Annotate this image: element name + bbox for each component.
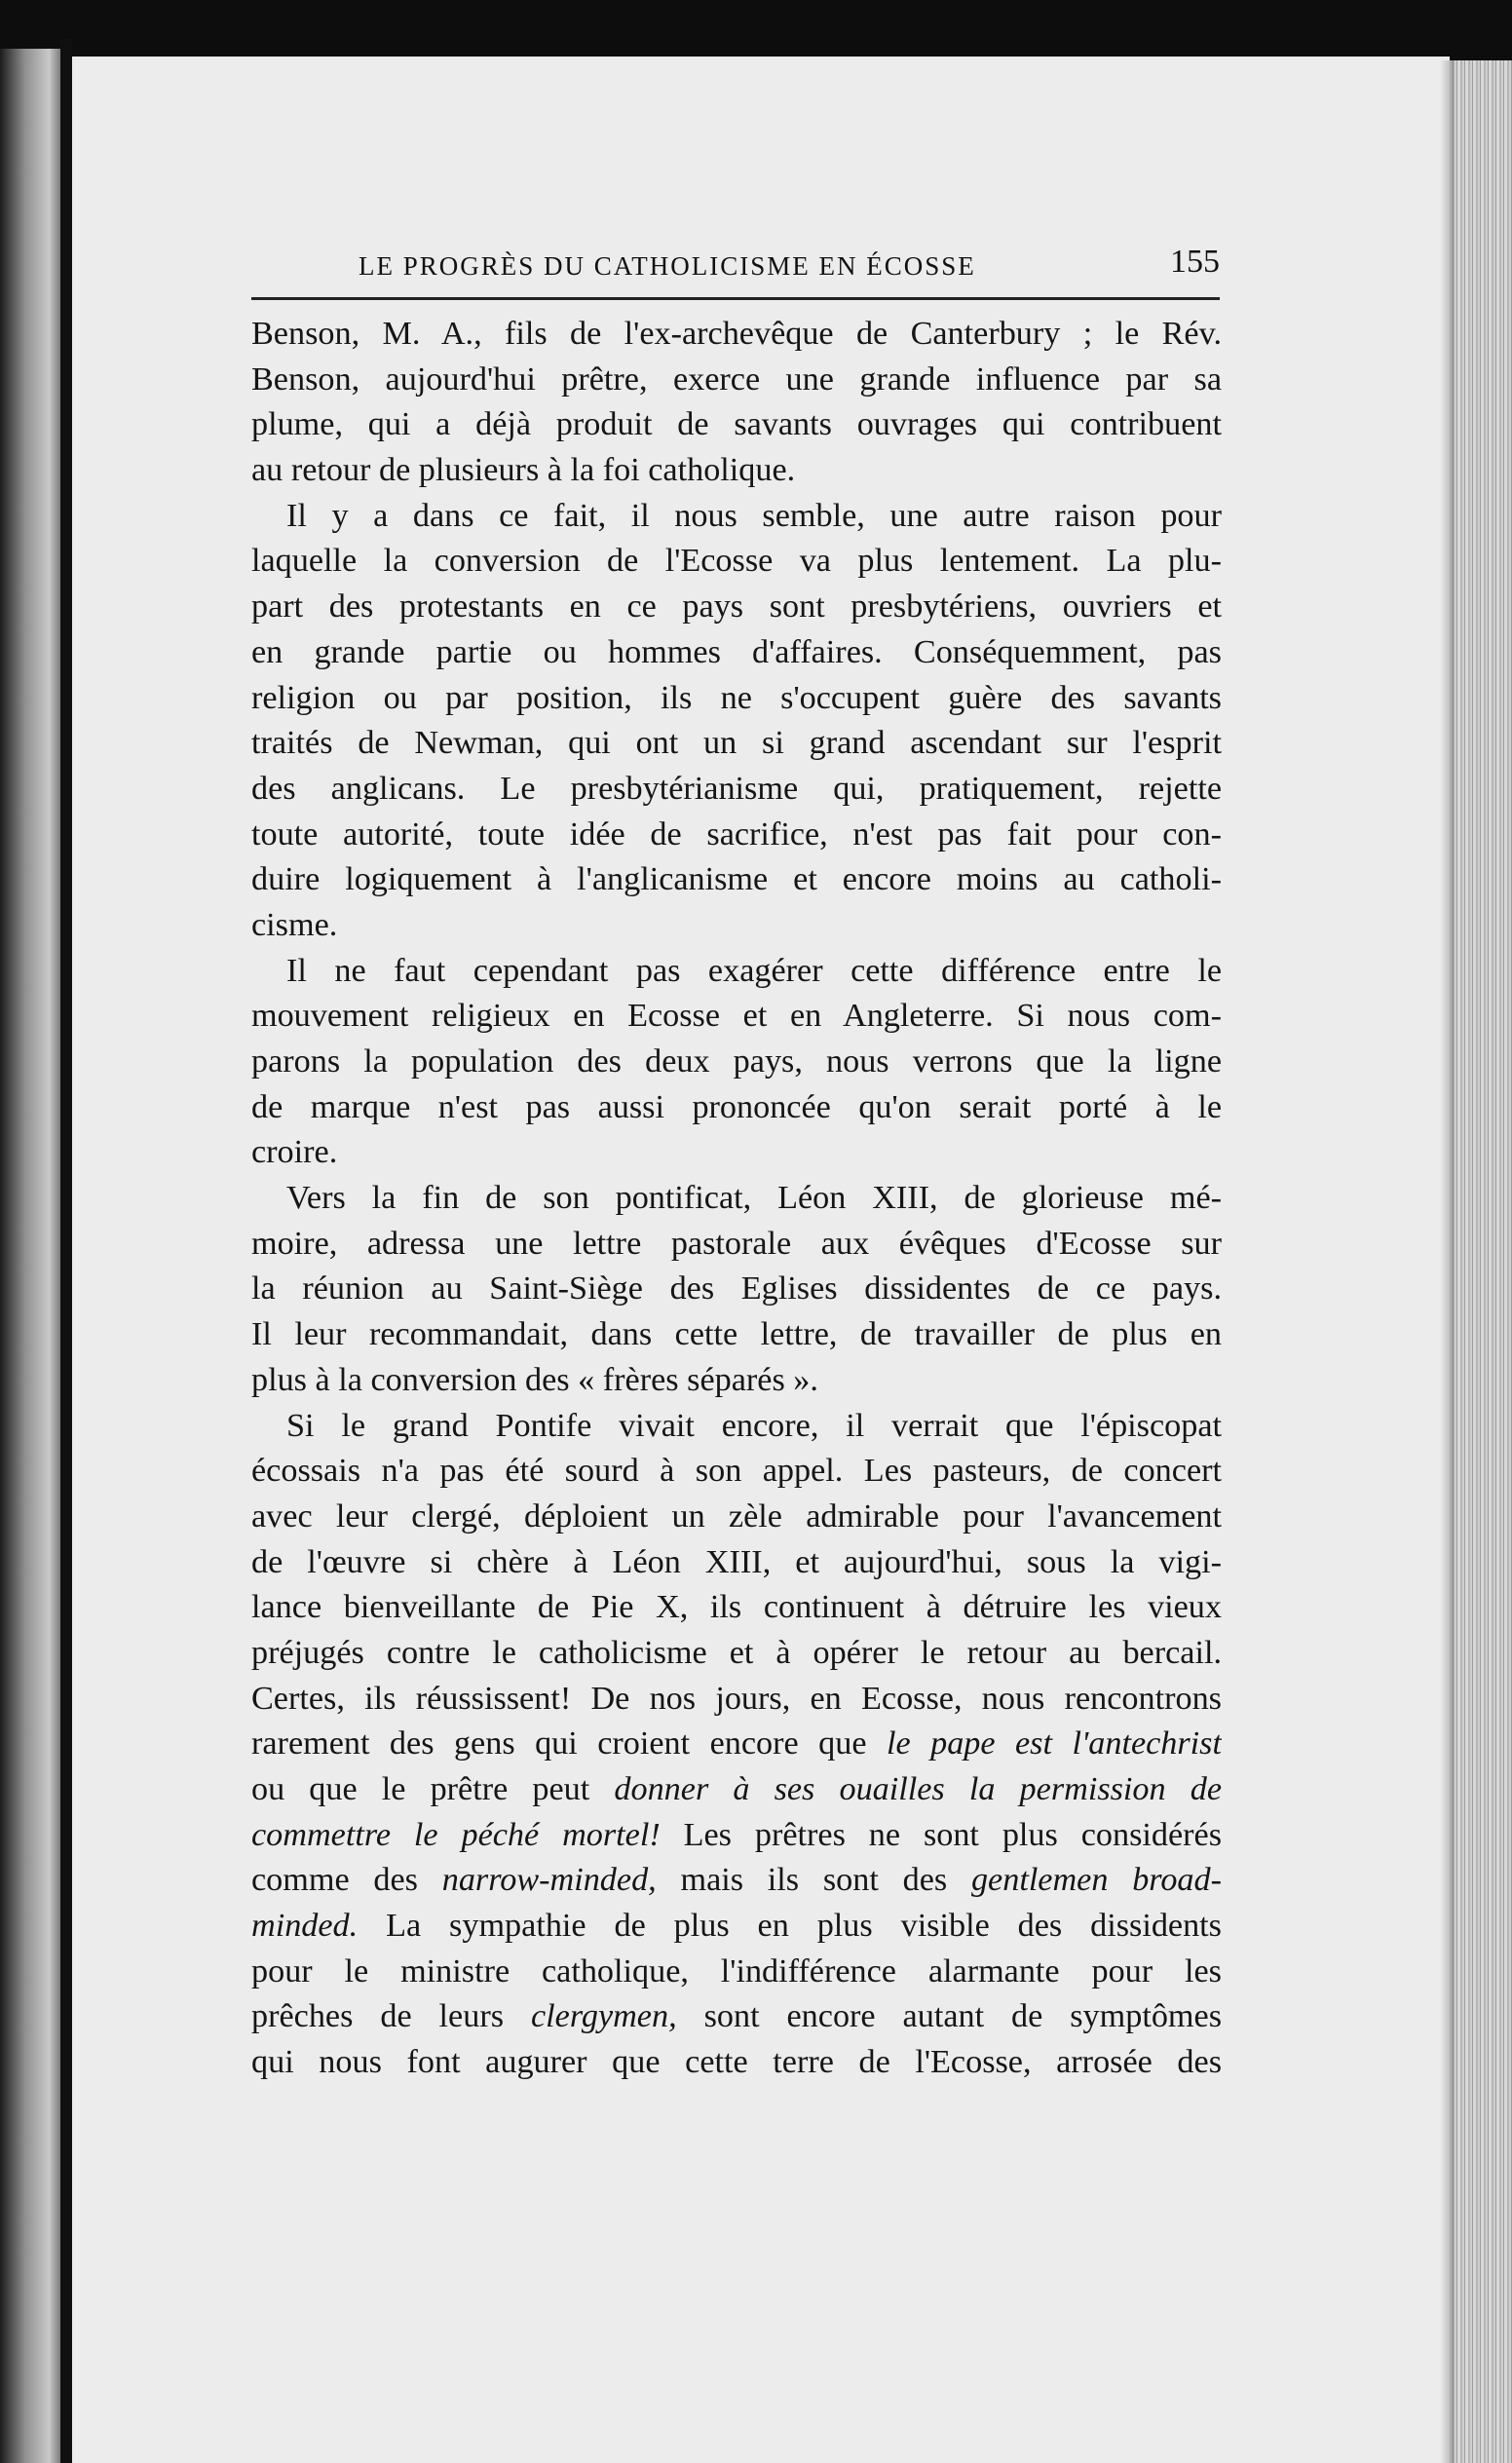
italic-run: le pape est l'antechrist xyxy=(886,1725,1222,1762)
text-line xyxy=(251,1994,1222,2040)
header-rule xyxy=(251,297,1220,300)
text-run: mais ils sont des xyxy=(656,1862,971,1899)
text-run: prêches de leurs xyxy=(251,1998,531,2035)
text-line: lance bienveillante de Pie X, ils continuent à détruire les vieux xyxy=(251,1589,1222,1626)
text-line: religion ou par position, ils ne s'occupent guère des savants xyxy=(251,679,1222,716)
text-run: rarement des gens qui croient encore que xyxy=(251,1725,887,1762)
text-line: Il y a dans ce fait, il nous semble, une autre raison pour xyxy=(286,497,1222,534)
text-line: plume, qui a déjà produit de savants ouvrages qui contribuent xyxy=(251,406,1222,443)
italic-run: donner à ses ouailles la permission de xyxy=(614,1771,1222,1807)
text-line xyxy=(251,1858,1222,1904)
text-line xyxy=(251,1767,1222,1813)
text-line xyxy=(251,1813,1222,1859)
text-line xyxy=(251,1722,1222,1767)
text-line: écossais n'a pas été sourd à son appel. Les pasteurs, de concert xyxy=(251,1453,1222,1490)
text-line xyxy=(251,1904,1222,1950)
text-line: qui nous font augurer que cette terre de l'Ecosse, arrosée des xyxy=(251,2044,1222,2081)
text-line: duire logiquement à l'anglicanisme et encore moins au catholi- xyxy=(251,861,1222,898)
paragraph xyxy=(251,494,1222,949)
text-line: laquelle la conversion de l'Ecosse va plus lentement. La plu- xyxy=(251,543,1222,580)
text-line: Il leur recommandait, dans cette lettre, de travailler de plus en xyxy=(251,1316,1222,1353)
text-line: croire. xyxy=(251,1134,338,1171)
text-line: cisme. xyxy=(251,906,338,943)
text-line: Si le grand Pontife vivait encore, il verrait que l'épiscopat xyxy=(286,1407,1222,1444)
text-line: part des protestants en ce pays sont presbytériens, ouvriers et xyxy=(251,588,1222,625)
running-title: LE PROGRÈS DU CATHOLICISME EN ÉCOSSE xyxy=(359,251,976,281)
text-line: Il ne faut cependant pas exagérer cette différence entre le xyxy=(286,952,1222,989)
text-run: sont encore autant de symptômes xyxy=(676,1998,1222,2035)
text-line: Certes, ils réussissent! De nos jours, en Ecosse, nous rencontrons xyxy=(251,1680,1222,1717)
paragraph xyxy=(251,1176,1222,1403)
text-line: de l'œuvre si chère à Léon XIII, et aujourd'hui, sous la vigi- xyxy=(251,1543,1222,1580)
page-stack-edge xyxy=(1450,60,1512,2463)
text-line: pour le ministre catholique, l'indifférence alarmante pour les xyxy=(251,1952,1222,1989)
text-line: des anglicans. Le presbytérianisme qui, pratiquement, rejette xyxy=(251,770,1222,807)
italic-run: commettre le péché mortel! xyxy=(251,1816,661,1853)
text-line: mouvement religieux en Ecosse et en Angleterre. Si nous com- xyxy=(251,998,1222,1035)
text-line: Vers la fin de son pontificat, Léon XIII, de glorieuse mé- xyxy=(286,1180,1222,1217)
running-head xyxy=(251,244,1220,288)
text-run: ou que le prêtre peut xyxy=(251,1771,615,1807)
text-line: Benson, M. A., fils de l'ex-archevêque de Canterbury ; le Rév. xyxy=(251,316,1222,352)
italic-run: gentlemen broad- xyxy=(970,1862,1222,1899)
text-line: toute autorité, toute idée de sacrifice, n'est pas fait pour con- xyxy=(251,815,1222,853)
page-edge-shadow xyxy=(1440,60,1454,2463)
text-line: avec leur clergé, déploient un zèle admirable pour l'avancement xyxy=(251,1497,1222,1535)
italic-run: clergymen, xyxy=(530,1998,677,2035)
italic-run: narrow-minded, xyxy=(441,1862,657,1899)
book-gutter xyxy=(60,39,72,2463)
text-line: de marque n'est pas aussi prononcée qu'on serait porté à le xyxy=(251,1088,1222,1125)
text-run: La sympathie de plus en plus visible des dissidents xyxy=(358,1908,1222,1945)
text-run: comme des xyxy=(251,1862,442,1899)
body-text xyxy=(251,312,1222,2086)
paragraph xyxy=(251,1404,1222,2086)
text-run: Les prêtres ne sont plus considérés xyxy=(660,1816,1222,1853)
text-line: parons la population des deux pays, nous verrons que la ligne xyxy=(251,1043,1222,1080)
text-line: moire, adressa une lettre pastorale aux évêques d'Ecosse sur xyxy=(251,1225,1222,1262)
text-line: la réunion au Saint-Siège des Eglises dissidentes de ce pays. xyxy=(251,1270,1222,1307)
paragraph xyxy=(251,312,1222,494)
text-line: plus à la conversion des « frères séparés ». xyxy=(251,1361,818,1398)
text-line: traités de Newman, qui ont un si grand ascendant sur l'esprit xyxy=(251,725,1222,762)
italic-run: minded. xyxy=(251,1908,359,1945)
text-line: au retour de plusieurs à la foi catholique. xyxy=(251,452,796,489)
page-number: 155 xyxy=(1170,244,1220,280)
text-line: Benson, aujourd'hui prêtre, exerce une grande influence par sa xyxy=(251,360,1222,398)
text-line: préjugés contre le catholicisme et à opérer le retour au bercail. xyxy=(251,1634,1222,1671)
paragraph xyxy=(251,949,1222,1176)
text-line: en grande partie ou hommes d'affaires. Conséquemment, pas xyxy=(251,633,1222,670)
